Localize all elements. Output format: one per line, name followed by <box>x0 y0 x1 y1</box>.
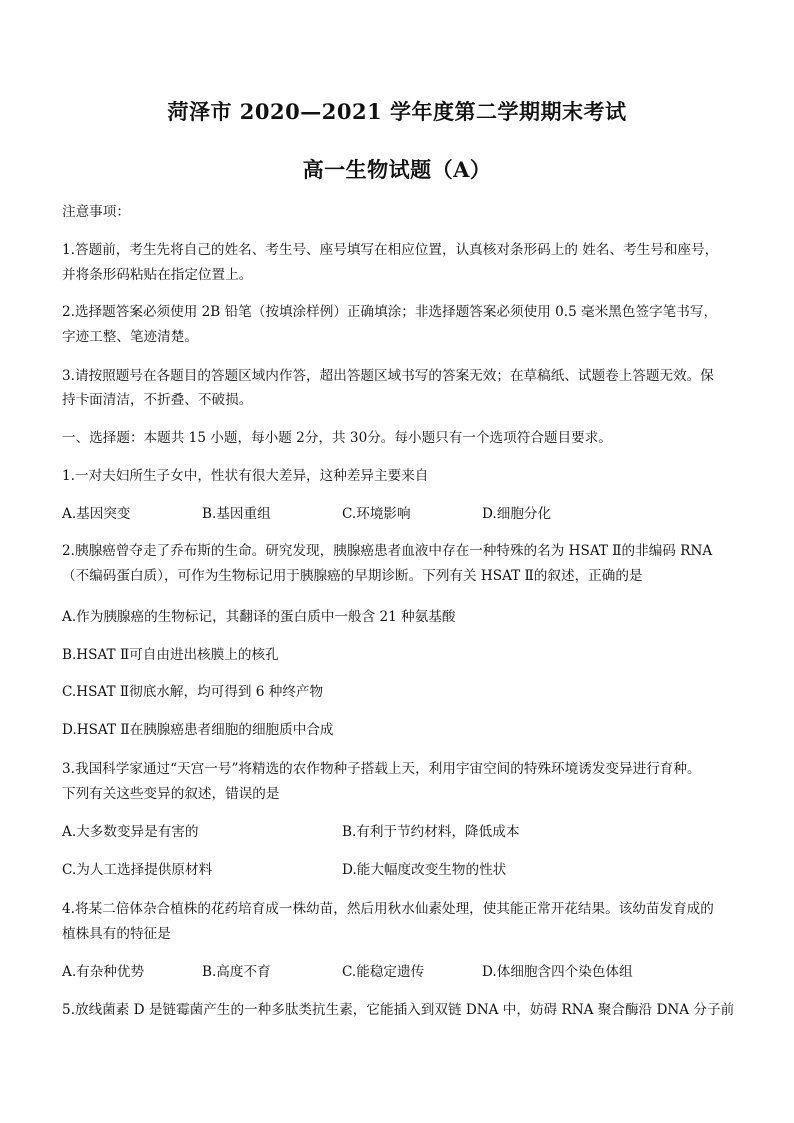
question-2-option-c: C.HSAT Ⅱ彻底水解，均可得到 6 种终产物 <box>62 684 324 700</box>
question-3-option-b: B.有利于节约材料，降低成本 <box>342 824 520 840</box>
note-1-line-2: 并将条形码粘贴在指定位置上。 <box>62 267 253 283</box>
question-3-option-a: A.大多数变异是有害的 <box>62 824 199 840</box>
question-2-stem-line-2: （不编码蛋白质），可作为生物标记用于胰腺癌的早期诊断。下列有关 HSAT Ⅱ的叙述，正确的是 <box>62 568 643 584</box>
question-4-option-c: C.能稳定遗传 <box>342 964 425 980</box>
question-4-option-b: B.高度不育 <box>202 964 271 980</box>
question-3-stem-line-1: 3.我国科学家通过“天宫一号”将精选的农作物种子搭载上天，利用宇宙空间的特殊环境诱发变异进行育种。 <box>62 761 701 777</box>
notes-heading: 注意事项： <box>62 204 130 220</box>
question-5-stem-line-1: 5.放线菌素 D 是链霉菌产生的一种多肽类抗生素，它能插入到双链 DNA 中，妨碍 RNA 聚合酶沿 DNA 分子前 <box>62 1002 735 1018</box>
question-1-option-b: B.基因重组 <box>202 506 271 522</box>
question-4-stem-line-1: 4.将某二倍体杂合植株的花药培育成一株幼苗，然后用秋水仙素处理，使其能正常开花结果。该幼苗发育成的 <box>62 901 714 917</box>
question-1-option-a: A.基因突变 <box>62 506 131 522</box>
exam-subtitle: 高一生物试题（A） <box>302 157 492 182</box>
exam-title: 菏泽市 2020—2021 学年度第二学期期末考试 <box>167 99 627 124</box>
question-1-option-c: C.环境影响 <box>342 506 411 522</box>
question-3-option-d: D.能大幅度改变生物的性状 <box>342 862 507 878</box>
note-2-line-2: 字迹工整、笔迹清楚。 <box>62 329 198 345</box>
question-2-stem-line-1: 2.胰腺癌曾夺走了乔布斯的生命。研究发现，胰腺癌患者血液中存在一种特殊的名为 HSAT Ⅱ的非编码 RNA <box>62 543 713 559</box>
note-3-line-1: 3.请按照题号在各题目的答题区域内作答，超出答题区域书写的答案无效；在草稿纸、试题卷上答题无效。保 <box>62 368 714 384</box>
note-3-line-2: 持卡面清洁，不折叠、不破损。 <box>62 392 253 408</box>
question-3-stem-line-2: 下列有关这些变异的叙述，错误的是 <box>62 786 280 802</box>
question-1-option-d: D.细胞分化 <box>482 506 552 522</box>
question-4-option-d: D.体细胞含四个染色体组 <box>482 964 633 980</box>
question-2-option-d: D.HSAT Ⅱ在胰腺癌患者细胞的细胞质中合成 <box>62 722 334 738</box>
note-1-line-1: 1.答题前，考生先将自己的姓名、考生号、座号填写在相应位置，认真核对条形码上的 姓名、考生号和座号， <box>62 242 719 258</box>
question-4-stem-line-2: 植株具有的特征是 <box>62 926 171 942</box>
section-heading: 一、选择题：本题共 15 小题，每小题 2分，共 30分。每小题只有一个选项符合题目要求。 <box>62 430 612 446</box>
note-2-line-1: 2.选择题答案必须使用 2B 铅笔（按填涂样例）正确填涂；非选择题答案必须使用 0.5 毫米黑色签字笔书写， <box>62 304 718 320</box>
question-3-option-c: C.为人工选择提供原材料 <box>62 862 213 878</box>
question-2-option-a: A.作为胰腺癌的生物标记，其翻译的蛋白质中一般含 21 种氨基酸 <box>62 609 456 625</box>
question-2-option-b: B.HSAT Ⅱ可自由进出核膜上的核孔 <box>62 647 279 663</box>
question-4-option-a: A.有杂种优势 <box>62 964 145 980</box>
question-1-stem: 1.一对夫妇所生子女中，性状有很大差异，这种差异主要来自 <box>62 468 429 484</box>
